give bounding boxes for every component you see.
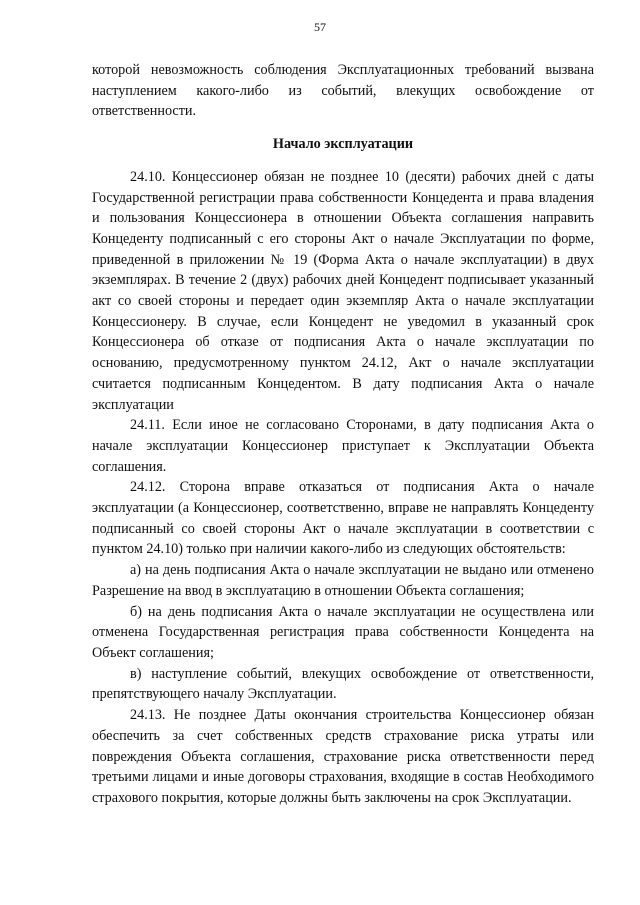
- paragraph-24-11: 24.11. Если иное не согласовано Сторонами, в дату подписания Акта о начале эксплуатации Концессионер приступает к Эксплуатации Объекта соглашения.: [92, 417, 594, 475]
- paragraph-24-10: 24.10. Концессионер обязан не позднее 10 (десяти) рабочих дней с даты Государственной регистрации права собственности Концедента и права владения и пользования Концессионера в отношении Объекта соглашения направить Концеденту подписанный с его стороны Акт о начале Эксплуатации по форме, приведенной в приложении № 19 (Форма Акта о начале эксплуатации) в двух экземплярах. В течение 2 (двух) рабочих дней Концедент подписывает указанный акт со своей стороны и передает один экземпляр Акта о начале эксплуатации Концессионеру. В случае, если Концедент не уведомил в указанный срок Концессионера об отказе от подписания Акта о начале эксплуатации по основанию, предусмотренному пунктом 24.12, Акт о начале эксплуатации считается подписанным Концедентом. В дату подписания Акта о начале эксплуатации: [92, 168, 594, 413]
- page-content: [92, 60, 594, 809]
- page-number: 57: [314, 20, 326, 34]
- section-heading: Начало эксплуатации: [272, 136, 414, 153]
- list-item-a: а) на день подписания Акта о начале эксплуатации не выдано или отменено Разрешение на ввод в эксплуатацию в отношении Объекта соглашения;: [92, 562, 594, 599]
- list-item-v: в) наступление событий, влекущих освобождение от ответственности, препятствующего началу Эксплуатации.: [92, 665, 594, 703]
- intro-paragraph: которой невозможность соблюдения Эксплуатационных требований вызвана наступлением какого-либо из событий, влекущих освобождение от ответственности.: [92, 62, 594, 120]
- paragraph-24-13: 24.13. Не позднее Даты окончания строительства Концессионер обязан обеспечить за счет собственных средств страхование риска утраты или повреждения Объекта соглашения, страхование риска ответственности перед третьими лицами и иные договоры страхования, входящие в состав Необходимого страхового покрытия, которые должны быть заключены на срок Эксплуатации.: [92, 707, 594, 806]
- paragraph-24-12: 24.12. Сторона вправе отказаться от подписания Акта о начале эксплуатации (а Концессионер, соответственно, вправе не направлять Концеденту подписанный со своей стороны Акт о начале эксплуатации в соответствии с пунктом 24.10) только при наличии какого-либо из следующих обстоятельств:: [92, 479, 594, 558]
- list-item-b: б) на день подписания Акта о начале эксплуатации не осуществлена или отменена Государственная регистрация права собственности Концедента на Объект соглашения;: [92, 603, 594, 661]
